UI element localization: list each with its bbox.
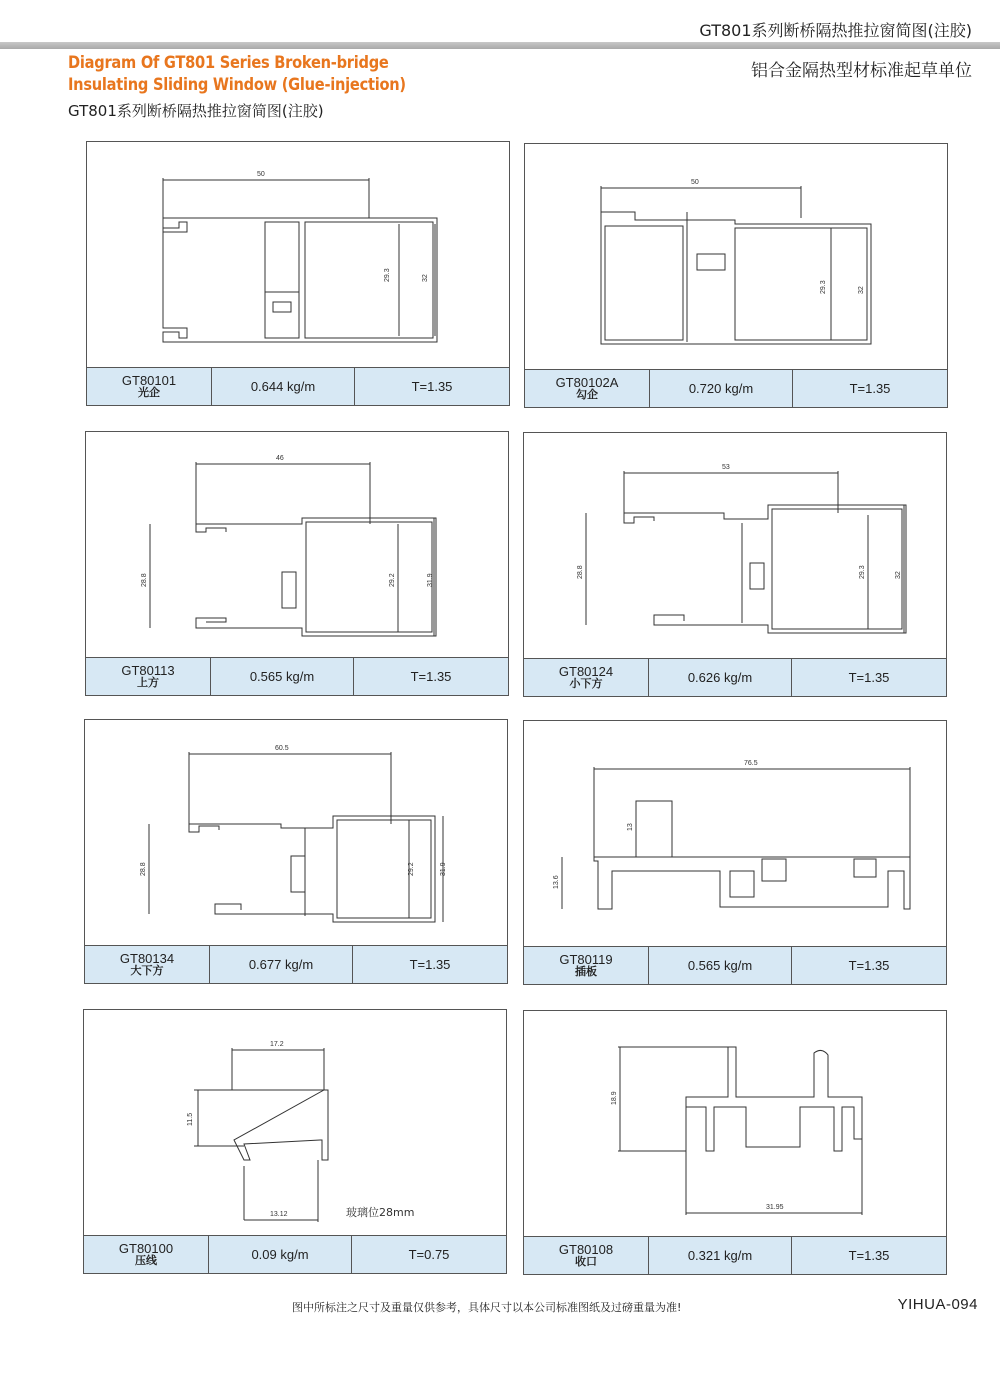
profile-card-gt80113 <box>85 431 509 696</box>
english-title-line-2: Insulating Sliding Window (Glue-injection) <box>68 75 406 95</box>
profile-card-gt80108 <box>523 1010 947 1275</box>
profile-weight: 0.677 kg/m <box>210 946 353 983</box>
profile-thickness: T=1.35 <box>848 1248 890 1263</box>
document-title-header: GT801系列断桥隔热推拉窗简图(注胶) <box>699 21 972 40</box>
profile-drawing <box>84 1010 506 1236</box>
profile-drawing <box>524 721 946 947</box>
dim-width: 53 <box>722 464 730 471</box>
dim-left-height: 28.8 <box>141 573 148 587</box>
spec-table-row <box>525 369 947 407</box>
profile-weight: 0.565 kg/m <box>211 658 354 695</box>
profile-code: GT80124 <box>558 663 614 679</box>
profile-thickness: T=1.35 <box>410 669 452 684</box>
profile-outline <box>189 816 435 922</box>
glass-position-note: 玻璃位28mm <box>346 1206 415 1219</box>
spec-table-row <box>84 1235 506 1273</box>
profile-name: 光企 <box>138 386 160 399</box>
profile-outline <box>163 218 437 342</box>
dim-width: 31.95 <box>766 1204 784 1211</box>
profile-card-gt80100 <box>83 1009 507 1274</box>
dim-width: 60.5 <box>275 745 289 752</box>
dim-inner-height: 29.2 <box>408 862 415 876</box>
spec-table-row <box>86 657 508 695</box>
profile-name: 压线 <box>135 1254 157 1267</box>
disclaimer-note: 图中所标注之尺寸及重量仅供参考，具体尺寸以本公司标准图纸及过磅重量为准! <box>292 1301 682 1314</box>
dim-height: 32 <box>895 571 902 579</box>
dim-left-height: 28.8 <box>577 565 584 579</box>
spec-table-row <box>524 1236 946 1274</box>
profile-code: GT80119 <box>559 951 613 967</box>
dim-height: 31.9 <box>440 862 447 876</box>
dim-inner-height: 29.3 <box>384 268 391 282</box>
profile-weight: 0.644 kg/m <box>212 368 355 405</box>
profile-drawing <box>85 720 507 946</box>
profile-code: GT80101 <box>121 372 177 388</box>
profile-drawing <box>87 142 509 368</box>
profile-drawing <box>524 1011 946 1237</box>
dim-left-height: 28.8 <box>140 862 147 876</box>
profile-thickness: T=1.35 <box>848 958 890 973</box>
profile-weight: 0.565 kg/m <box>649 947 792 984</box>
dim-inner-height: 29.2 <box>389 573 396 587</box>
dim-height: 32 <box>858 286 865 294</box>
profile-card-gt80134 <box>84 719 508 984</box>
chinese-title: GT801系列断桥隔热推拉窗简图(注胶) <box>68 102 324 120</box>
dim-width: 76.5 <box>744 760 758 767</box>
profile-name: 收口 <box>575 1255 597 1268</box>
spec-table-row <box>85 945 507 983</box>
dim-tab-height: 13 <box>627 823 634 831</box>
page-code: YIHUA-094 <box>897 1296 978 1313</box>
profile-card-gt80101 <box>86 141 510 406</box>
profile-thickness: T=1.35 <box>411 379 453 394</box>
profile-thickness: T=1.35 <box>848 670 890 685</box>
profile-card-gt80124 <box>523 432 947 697</box>
profile-drawing <box>525 144 947 370</box>
profile-code: GT80102A <box>555 374 619 390</box>
profile-name: 勾企 <box>576 388 598 401</box>
standard-unit-label: 铝合金隔热型材标准起草单位 <box>751 61 972 81</box>
dim-base-height: 13.6 <box>553 875 560 889</box>
profile-weight: 0.321 kg/m <box>649 1237 792 1274</box>
profile-weight: 0.626 kg/m <box>649 659 792 696</box>
dim-inner-height: 29.3 <box>820 280 827 294</box>
dim-height: 11.5 <box>187 1112 194 1126</box>
profile-outline <box>686 1047 862 1151</box>
dim-base-width: 13.12 <box>270 1211 288 1218</box>
header-divider <box>0 42 1000 49</box>
profile-drawing <box>524 433 946 659</box>
dim-height: 31.9 <box>427 573 434 587</box>
profile-name: 大下方 <box>130 964 164 977</box>
profile-outline <box>636 801 672 857</box>
spec-table-row <box>524 946 946 984</box>
dim-height: 18.9 <box>611 1091 618 1105</box>
dim-width: 46 <box>276 455 284 462</box>
profile-code: GT80100 <box>118 1240 174 1256</box>
profile-outline <box>234 1090 328 1160</box>
profile-outline <box>196 518 436 636</box>
spec-table-row <box>87 367 509 405</box>
dim-height: 32 <box>422 274 429 282</box>
profile-code: GT80134 <box>119 950 175 966</box>
profile-code: GT80113 <box>121 662 175 678</box>
profile-name: 上方 <box>137 676 159 689</box>
profile-weight: 0.09 kg/m <box>209 1236 352 1273</box>
dim-width: 50 <box>691 179 699 186</box>
english-title <box>68 52 406 96</box>
profile-weight: 0.720 kg/m <box>650 370 793 407</box>
profile-code: GT80108 <box>558 1241 614 1257</box>
dim-inner-height: 29.3 <box>859 565 866 579</box>
profile-thickness: T=0.75 <box>408 1247 450 1262</box>
profile-card-gt80119 <box>523 720 947 985</box>
dim-width: 17.2 <box>270 1041 284 1048</box>
spec-table-row <box>524 658 946 696</box>
profile-thickness: T=1.35 <box>849 381 891 396</box>
english-title-line-1: Diagram Of GT801 Series Broken-bridge <box>68 53 389 73</box>
dim-width: 50 <box>257 171 265 178</box>
profile-drawing <box>86 432 508 658</box>
profile-name: 小下方 <box>569 677 603 690</box>
profile-card-gt80102a <box>524 143 948 408</box>
profile-name: 插板 <box>575 965 597 978</box>
profile-thickness: T=1.35 <box>409 957 451 972</box>
